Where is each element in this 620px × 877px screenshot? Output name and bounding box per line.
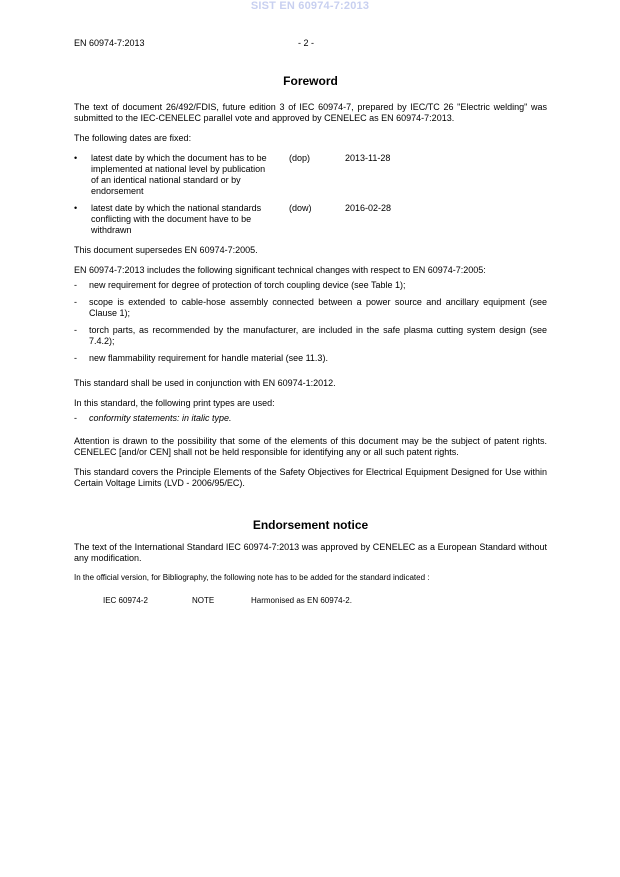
note-standard: IEC 60974-2 [103, 596, 148, 605]
change-text: new requirement for degree of protection of torch coupling device (see Table 1); [89, 280, 406, 290]
bullet-icon: • [74, 203, 78, 213]
bibliography-note-row [103, 595, 547, 605]
watermark: SIST EN 60974-7:2013 [250, 0, 370, 12]
dates-intro: The following dates are fixed: [74, 133, 192, 143]
conjunction-statement: This standard shall be used in conjunction with EN 60974-1:2012. [74, 378, 336, 388]
dash-marker: - [74, 297, 77, 307]
page-number: - 2 - [298, 38, 315, 48]
foreword-title: Foreword [283, 74, 338, 88]
bullet-icon: • [74, 153, 78, 163]
dates-list [74, 153, 547, 236]
note-text: Harmonised as EN 60974-2. [251, 596, 352, 605]
change-text: torch parts, as recommended by the manufacturer, are included in the safe plasma cutting system design (see 7.4.2); [89, 325, 547, 346]
list-item [74, 280, 547, 291]
date-description: latest date by which the national standards conflicting with the document have to be withdrawn [91, 203, 262, 235]
document-id: EN 60974-7:2013 [74, 38, 145, 48]
date-value: 2013-11-28 [345, 153, 391, 163]
list-item [74, 353, 547, 364]
supersedes-statement: This document supersedes EN 60974-7:2005. [74, 245, 258, 255]
page-content [74, 74, 547, 605]
change-text: new flammability requirement for handle material (see 11.3). [89, 353, 328, 363]
endorsement-title: Endorsement notice [252, 518, 369, 532]
print-types-intro: In this standard, the following print types are used: [74, 398, 275, 408]
foreword-intro: The text of document 26/492/FDIS, future edition 3 of IEC 60974-7, prepared by IEC/TC 26 "Electric welding" was submitted to the IEC-CENELEC parallel vote and approved by CENELEC as EN 60974-7:2013. [74, 102, 547, 123]
date-code: (dop) [289, 153, 311, 163]
changes-list [74, 280, 547, 364]
date-code: (dow) [289, 203, 312, 213]
print-type-text: conformity statements: in italic type. [89, 413, 232, 423]
endorsement-text: The text of the International Standard IEC 60974-7:2013 was approved by CENELEC as a European Standard without any modification. [74, 542, 547, 563]
official-version-note: In the official version, for Bibliography, the following note has to be added for the standard indicated : [74, 573, 430, 582]
patent-statement: Attention is drawn to the possibility that some of the elements of this document may be the subject of patent rights. CENELEC [and/or CEN] shall not be held responsible for identifying any or all such patent rights. [74, 436, 547, 457]
date-item-dow [74, 203, 547, 236]
dash-marker: - [74, 353, 77, 363]
list-item [74, 413, 547, 424]
changes-intro: EN 60974-7:2013 includes the following significant technical changes with respect to EN 60974-7:2005: [74, 265, 486, 275]
list-item [74, 325, 547, 347]
date-item-dop [74, 153, 547, 197]
print-types-list [74, 413, 547, 424]
list-item [74, 297, 547, 319]
lvd-statement: This standard covers the Principle Elements of the Safety Objectives for Electrical Equipment Designed for Use within Certain Voltage Limits (LVD - 2006/95/EC). [74, 467, 547, 488]
dash-marker: - [74, 280, 77, 290]
date-value: 2016-02-28 [345, 203, 392, 213]
dash-marker: - [74, 325, 77, 335]
date-description: latest date by which the document has to be implemented at national level by publication of an identical national standard or by endorsement [91, 153, 267, 196]
note-label: NOTE [192, 596, 215, 605]
change-text: scope is extended to cable-hose assembly connected between a power source and ancillary equipment (see Clause 1); [89, 297, 547, 318]
dash-marker: - [74, 413, 77, 423]
